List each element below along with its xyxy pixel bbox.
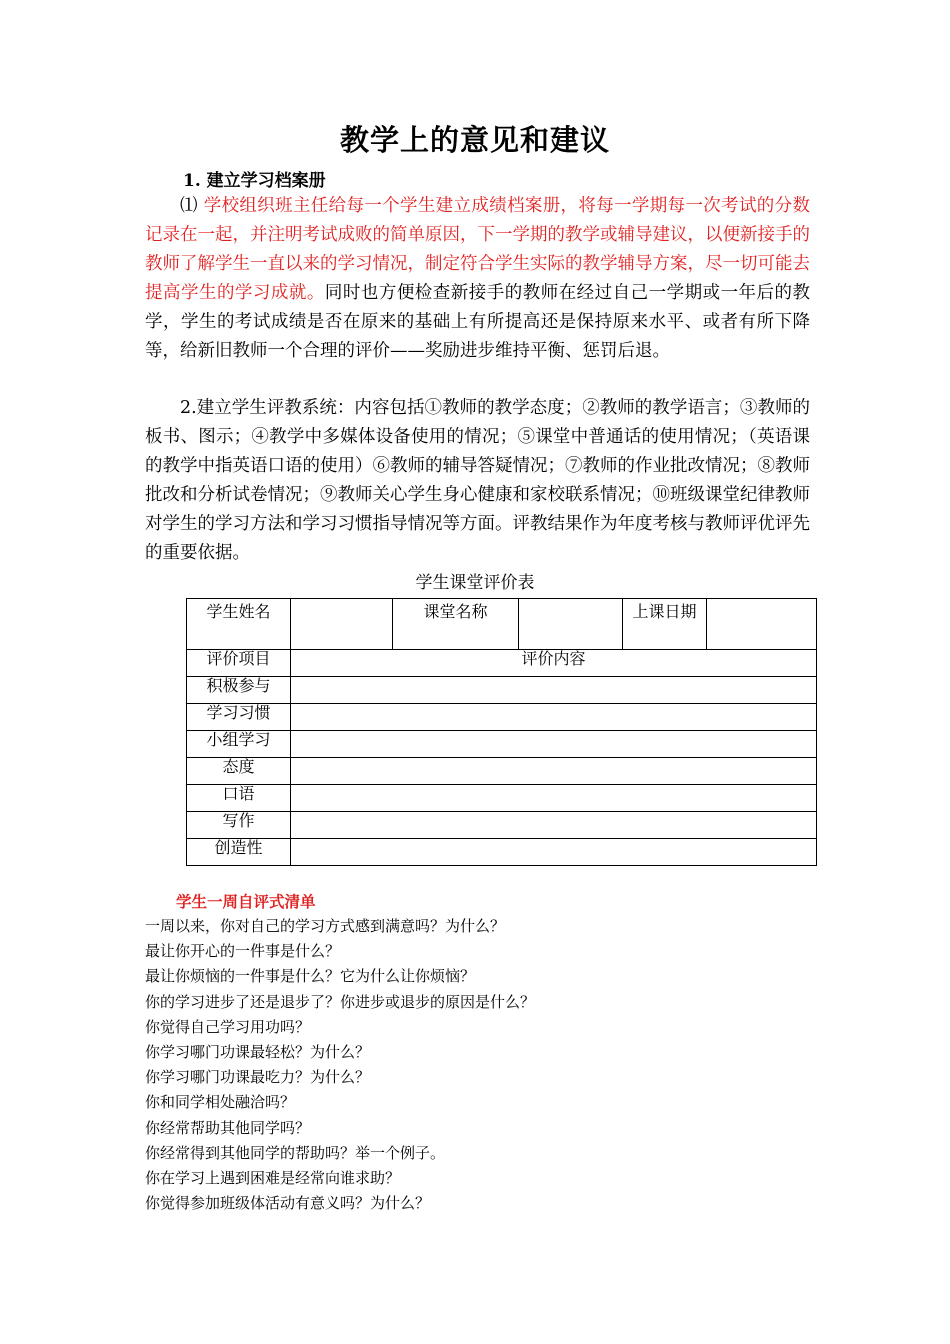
section1-paragraph	[145, 192, 810, 366]
row-label: 积极参与	[187, 677, 291, 704]
table-row	[187, 785, 817, 812]
row-content-cell[interactable]	[291, 812, 817, 839]
list-item: 你的学习进步了还是退步了？你进步或退步的原因是什么？	[145, 992, 536, 1011]
list-item: 你学习哪门功课最吃力？为什么？	[145, 1068, 371, 1087]
row-content-cell[interactable]	[291, 677, 817, 704]
page-title: 教学上的意见和建议	[339, 123, 610, 157]
section2-paragraph: 2.建立学生评教系统：内容包括①教师的教学态度；②教师的教学语言；③教师的板书、图示；④教学中多媒体设备使用的情况；⑤课堂中普通话的使用情况；（英语课的教学中指英语口语的使用）⑥教师的辅导答疑情况；⑦教师的作业批改情况；⑧教师批改和分析试卷情况；⑨教师关心学生身心健康和家校联系情况；⑩班级课堂纪律教师对学生的学习方法和学习习惯指导情况等方面。评教结果作为年度考核与教师评优评先的重要依据。	[145, 398, 810, 563]
list-item: 你经常得到其他同学的帮助吗？举一个例子。	[145, 1143, 446, 1162]
row-content-cell[interactable]	[291, 839, 817, 866]
list-item: 一周以来，你对自己的学习方式感到满意吗？为什么？	[145, 917, 506, 935]
evaluation-table	[186, 598, 817, 866]
table-row	[187, 731, 817, 758]
list-item: 你觉得参加班级体活动有意义吗？为什么？	[145, 1194, 431, 1213]
row-label: 写作	[187, 812, 291, 839]
col-item-header: 评价项目	[187, 650, 291, 677]
para-prefix: ⑴	[180, 196, 204, 216]
table-row	[187, 758, 817, 785]
row-label: 口语	[187, 785, 291, 812]
table-row	[187, 677, 817, 704]
checklist-questions	[145, 914, 535, 1216]
table-caption: 学生课堂评价表	[415, 573, 535, 593]
table-row	[187, 704, 817, 731]
col-content-header: 评价内容	[291, 650, 817, 677]
class-name-cell[interactable]	[519, 599, 623, 650]
list-item: 你在学习上遇到困难是经常向谁求助？	[145, 1169, 401, 1188]
row-content-cell[interactable]	[291, 704, 817, 731]
row-label: 小组学习	[187, 731, 291, 758]
class-date-label: 上课日期	[623, 599, 707, 650]
student-name-label: 学生姓名	[187, 599, 291, 650]
list-item: 你觉得自己学习用功吗？	[145, 1017, 311, 1036]
row-content-cell[interactable]	[291, 785, 817, 812]
student-name-cell[interactable]	[291, 599, 393, 650]
class-date-cell[interactable]	[707, 599, 817, 650]
list-item: 最让你开心的一件事是什么？	[145, 942, 341, 961]
class-name-label: 课堂名称	[393, 599, 519, 650]
list-item: 你学习哪门功课最轻松？为什么？	[145, 1043, 371, 1062]
list-item: 最让你烦恼的一件事是什么？它为什么让你烦恼？	[145, 967, 476, 986]
row-label: 态度	[187, 758, 291, 785]
row-content-cell[interactable]	[291, 758, 817, 785]
para-rest-text: 同时也方便检查新接手的教师在经过自己一学期或一年后的教学，学生的考试成绩是否在原来的基础上有所提高还是保持原来水平、或者有所下降等，给新旧教师一个合理的评价——奖励进步维持平衡、惩罚后退。	[145, 283, 811, 361]
table-row	[187, 839, 817, 866]
list-item: 你和同学相处融洽吗？	[145, 1093, 296, 1112]
checklist-heading: 学生一周自评式清单	[176, 892, 316, 911]
row-content-cell[interactable]	[291, 731, 817, 758]
table-column-header-row	[187, 650, 817, 677]
row-label: 学习习惯	[187, 704, 291, 731]
row-label: 创造性	[187, 839, 291, 866]
list-item: 你经常帮助其他同学吗？	[145, 1118, 311, 1137]
section1-heading: 1. 建立学习档案册	[183, 171, 326, 191]
para-highlight-text: 学校组织班主任给每一个学生建立成绩档案册，将每一学期每一次考试的分数记录在一起，并注明考试成败的简单原因，下一学期的教学或辅导建议，以便新接手的教师了解学生一直以来的学习情况，制定符合学生实际的教学辅导方案，尽一切可能去提高学生的学习成就。	[145, 196, 810, 303]
table-header-row	[187, 599, 817, 650]
table-row	[187, 812, 817, 839]
